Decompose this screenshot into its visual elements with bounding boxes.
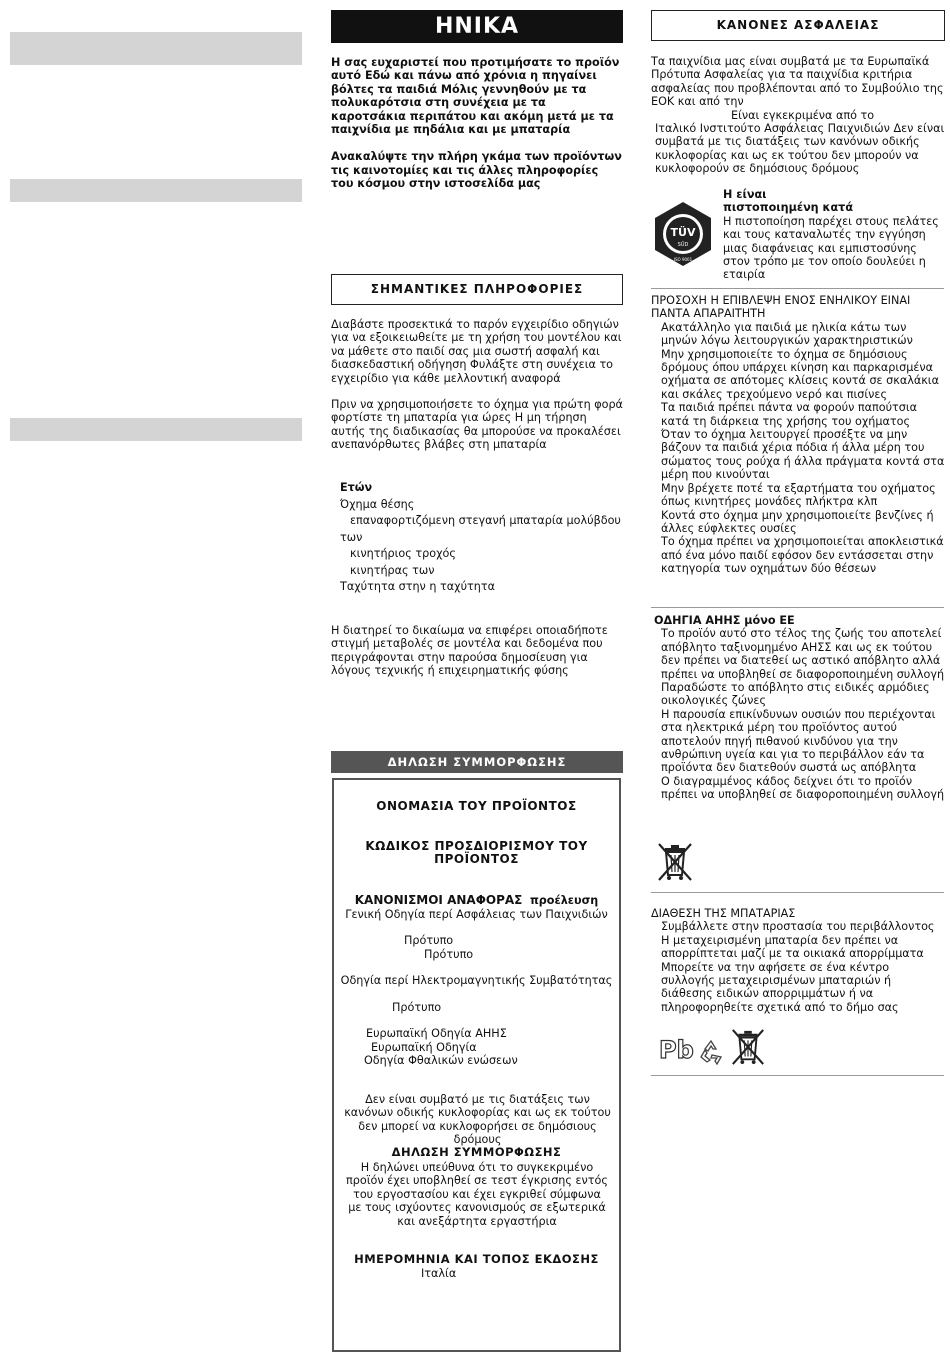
weee-directive: Ευρωπαϊκή Οδηγία ΑΗΗΣ [366,1027,507,1040]
tuv-label: TÜV [670,226,696,239]
intro-paragraph-2: Ανακαλύψτε την πλήρη γκάμα των προϊόντων τις καινοτομίες και τις άλλες πληροφορίες του κόσμου στην ιστοσελίδα μας [331,150,622,191]
recycle-icon [697,1038,725,1066]
weee-item: Ο διαγραμμένος κάδος δείχνει ότι το προϊόν πρέπει να υποβληθεί σε διαφοροποιημένη συλλογή [661,774,945,802]
certification-section [723,188,945,282]
eu-directive: Ευρωπαϊκή Οδηγία [371,1041,477,1054]
regs-heading-line [334,894,619,907]
spec-motor-wheel: κινητήριος τροχός [350,547,456,560]
safety-paragraph-1: Τα παιχνίδια μας είναι συμβατά με τα Ευρωπαϊκά Πρότυπα Ασφαλείας για τα παιχνίδια κριτήρια ασφαλείας που προβλέπονται από το Συμβούλιο της ΕΟΚ και από την [651,55,944,109]
caution-section [651,294,945,576]
standard-2: Πρότυπο [424,948,474,961]
spec-age: Ετών [340,481,373,494]
date-place-heading: ΗΜΕΡΟΜΗΝΙΑ ΚΑΙ ΤΟΠΟΣ ΕΚΔΟΣΗΣ [354,1252,599,1266]
cert-text: Η πιστοποίηση παρέχει στους πελάτες και τους καταναλωτές την εγγύηση μιας διαφάνειας και εμπιστοσύνης στον τρόπο με τον οποίο δουλεύει η εταιρία [723,214,939,282]
intro-section [331,56,623,191]
regs-heading: ΚΑΝΟΝΙΣΜΟΙ ΑΝΑΦΟΡΑΣ [354,893,523,907]
important-paragraph-2: Πριν να χρησιμοποιήσετε το όχημα για πρώτη φορά φορτίστε τη μπαταρία για ώρες Η μη τήρηση αυτής της διαδικασίας θα μπορούσε να προκαλέσει ανεπανόρθωτες βλάβες στη μπαταρία [331,398,623,452]
divider-1 [651,288,944,289]
caution-item: Κοντά στο όχημα μην χρησιμοποιείτε βενζίνες ή άλλες εύφλεκτες ουσίες [661,508,934,535]
spec-battery: επαναφορτιζόμενη στεγανή μπαταρία μολύβδου [350,514,621,527]
weee-item: Παραδώστε το απόβλητο στις ειδικές αρμόδιες οικολογικές ζώνες [661,681,930,708]
safety-paragraph-3: Ιταλικό Ινστιτούτο Ασφάλειας Παιχνιδιών Δεν είναι συμβατά με τις διατάξεις των κανόνων οδικής κυκλοφορίας και ως εκ τούτου δεν μπορούν να κυκλοφορούν σε δημόσιους δρόμους [655,122,945,176]
product-code-label: ΚΩΔΙΚΟΣ ΠΡΟΣΔΙΟΡΙΣΜΟΥ ΤΟΥ ΠΡΟΪΟΝΤΟΣ [365,839,588,867]
important-info-heading: ΣΗΜΑΝΤΙΚΕΣ ΠΛΗΡΟΦΟΡΙΕΣ [331,274,623,305]
crossed-bin-battery-icon [730,1028,766,1066]
spec-seats: Όχημα θέσης [340,497,415,511]
battery-item: Συμβάλλετε στην προστασία του περιβάλλοντος [661,920,935,934]
battery-disposal-heading: ΔΙΑΘΕΣΗ ΤΗΣ ΜΠΑΤΑΡΙΑΣ [651,907,796,920]
specs-list [340,480,623,596]
weee-item: Η παρουσία επικίνδυνων ουσιών που περιέχονται στα ηλεκτρικά μέρη του προϊόντος αυτού αποτελούν πηγή πιθανού κινδύνου για την ανθρώπινη υγεία και για το περιβάλλον εάν τα προϊόντα δεν διατεθούν σωστά ως απόβλητα [661,707,936,775]
grey-bar-top [10,32,302,65]
battery-item: Η μεταχειρισμένη μπαταρία δεν πρέπει να απορρίπτεται μαζί με τα οικιακά απορρίμματα [661,933,924,961]
caution-item: Ακατάλληλο για παιδιά με ηλικία κάτω των μηνών λόγω λειτουργικών χαρακτηριστικών [661,320,913,348]
spec-motor: κινητήρας των [350,563,435,577]
battery-item: Μπορείτε να την αφήσετε σε ένα κέντρο συλλογής μεταχειρισμένων μπαταριών ή διάθεσης ειδικών απορριμμάτων ή να πληροφορηθείτε σχετικά από το δήμο σας [661,960,899,1014]
caution-item: Μην χρησιμοποιείτε το όχημα σε δημόσιους δρόμους όπου υπάρχει κίνηση και παρκαρισμένα οχήματα σε απότομες κλίσεις κοντά σε σκαλάκια και σκάλες τρεχούμενο νερό και πισίνες [661,347,939,401]
battery-disposal-section [651,907,945,1014]
standard-3: Πρότυπο [392,1001,442,1014]
divider-2 [651,607,944,608]
grey-bar-bottom [10,418,302,441]
page-title: ΗΝΙΚΑ [331,10,623,43]
declaration-subheading: ΔΗΛΩΣΗ ΣΥΜΜΟΡΦΩΣΗΣ [391,1145,562,1159]
regs-origin: προέλευση [529,894,599,907]
tuv-iso: ISO 9001 [673,257,693,262]
spec-speed: Ταχύτητα στην η ταχύτητα [340,580,495,593]
pb-lead-icon: Pb [659,1036,694,1064]
traffic-note: Δεν είναι συμβατό με τις διατάξεις των κανόνων οδικής κυκλοφορίας και ως εκ τούτου δεν μπορεί να κυκλοφορήσει σε δημόσιους δρόμους [344,1093,611,1147]
weee-heading: ΟΔΗΓΙΑ ΑΗΗΣ μόνο ΕΕ [654,614,795,627]
tuv-sub: SÜD [677,242,689,248]
safety-rules-heading: ΚΑΝΟΝΕΣ ΑΣΦΑΛΕΙΑΣ [651,10,945,41]
declaration-heading: ΔΗΛΩΣΗ ΣΥΜΜΟΡΦΩΣΗΣ [331,751,623,773]
weee-list [651,627,945,801]
tuv-certification-icon [652,201,714,267]
standard-1: Πρότυπο [404,934,454,947]
safety-section [651,55,945,176]
caution-item: Όταν το όχημα λειτουργεί προσέξτε να μην βάζουν τα παιδιά χέρια πόδια ή άλλα μέρη του σώματος τους ρούχα ή άλλα πράγματα κοντά στα μέρη που κινούνται [661,428,945,482]
rights-text: Η διατηρεί το δικαίωμα να επιφέρει οποιαδήποτε στιγμή μεταβολές σε μοντέλα και δεδομένα που περιγράφονται στην παρούσα δημοσίευση για λόγους τεχνικής ή επιχειρηματικής φύσης [331,624,608,678]
divider-4 [651,1075,944,1076]
caution-item: Τα παιδιά πρέπει πάντα να φορούν παπούτσια κατά τη διάρκεια της χρήσης του οχήματος [661,401,918,428]
toy-directive: Γενική Οδηγία περί Ασφάλειας των Παιχνιδιών [345,908,608,921]
cert-title-2: πιστοποιημένη κατά [723,201,854,215]
battery-disposal-list [651,920,945,1014]
product-name-label: ΟΝΟΜΑΣΙΑ ΤΟΥ ΠΡΟΪΟΝΤΟΣ [376,799,577,813]
spec-of: των [340,530,363,544]
declaration-text: Η δηλώνει υπεύθυνα ότι το συγκεκριμένο προϊόν έχει υποβληθεί σε τεστ έγκρισης εντός του εργοστασίου και έχει εγκριθεί σύμφωνα με τους ισχύοντες κανονισμούς σε εξωτερικά και ανεξάρτητα εργαστήρια [346,1161,608,1228]
weee-section [651,614,945,802]
intro-paragraph-1: Η σας ευχαριστεί που προτιμήσατε το προϊόν αυτό Εδώ και πάνω από χρόνια η πηγαίνει βόλτες τα παιδιά Μόλις γεννηθούν με τα πολυκαρότσια στη συνέχεια με τα καροτσάκια περιπάτου και ακόμη μετά με τα παιχνίδια με πηδάλια και με μπαταρία [331,56,620,137]
important-info-section [331,318,623,452]
phthalate-directive: Οδηγία Φθαλικών ενώσεων [364,1054,518,1067]
caution-list [651,321,945,576]
declaration-box [332,778,621,1352]
grey-bar-middle [10,179,302,202]
crossed-bin-icon [656,842,694,882]
caution-heading: ΠΡΟΣΟΧΗ Η ΕΠΙΒΛΕΨΗ ΕΝΟΣ ΕΝΗΛΙΚΟΥ ΕΙΝΑΙ ΠΑΝΤΑ ΑΠΑΡΑΙΤΗΤΗ [651,294,911,321]
rights-section [331,624,623,678]
caution-item: Μην βρέχετε ποτέ τα εξαρτήματα του οχήματος όπως κινητήρες μονάδες πλήκτρα κλπ [661,481,936,509]
important-paragraph-1: Διαβάστε προσεκτικά το παρόν εγχειρίδιο οδηγιών για να εξοικειωθείτε με τη χρήση του μοντέλου και να μάθετε στο παιδί σας μια σωστή ασφαλή και διασκεδαστική οδήγηση Φυλάξτε στη συνέχεια το εγχειρίδιο για κάθε μελλοντική αναφορά [331,318,622,385]
caution-item: Το όχημα πρέπει να χρησιμοποιείται αποκλειστικά από ένα μόνο παιδί εφόσον δεν εντάσσεται στην κατηγορία των οχημάτων δύο θέσεων [661,535,944,576]
emc-directive: Οδηγία περί Ηλεκτρομαγνητικής Συμβατότητας [340,974,613,987]
divider-3 [651,892,944,893]
weee-item: Το προϊόν αυτό στο τέλος της ζωής του αποτελεί απόβλητο ταξινομημένο ΑΗΣΣ και ως εκ τούτου δεν πρέπει να διατεθεί ως αστικό απόβλητο αλλά πρέπει να υποβληθεί σε διαφοροποιημένη συλλογή [661,627,945,681]
place-value: Ιταλία [421,1267,457,1280]
cert-title-1: Η είναι [723,188,767,201]
safety-paragraph-2: Είναι εγκεκριμένα από το [731,108,875,122]
